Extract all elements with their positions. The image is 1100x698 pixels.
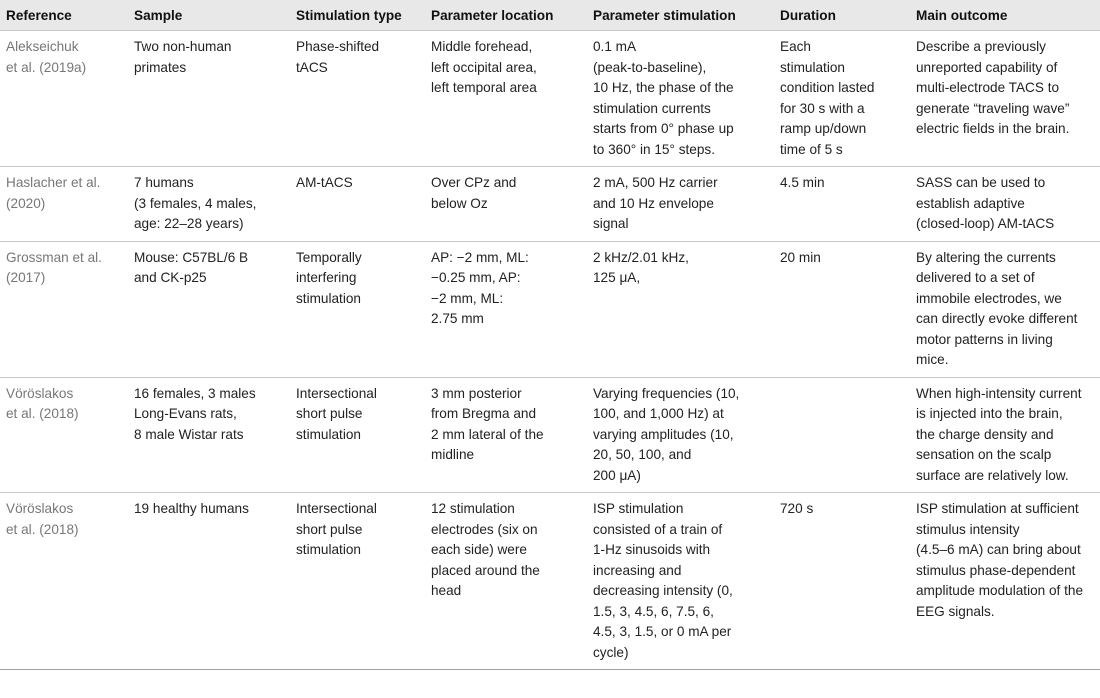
header-parameter-location: Parameter location — [425, 0, 587, 31]
cell-duration: 4.5 min — [774, 167, 910, 242]
cell-sample: 16 females, 3 males Long-Evans rats, 8 male Wistar rats — [128, 377, 290, 493]
cell-duration — [774, 377, 910, 493]
cell-stimulation-type: Phase-shifted tACS — [290, 31, 425, 167]
cell-main-outcome: SASS can be used to establish adaptive (closed-loop) AM-tACS — [910, 167, 1100, 242]
cell-parameter-location: Middle forehead, left occipital area, left temporal area — [425, 31, 587, 167]
table-row — [0, 241, 1100, 377]
cell-parameter-stimulation: 2 kHz/2.01 kHz, 125 μA, — [587, 241, 774, 377]
table-row — [0, 493, 1100, 670]
cell-duration: 720 s — [774, 493, 910, 670]
cell-stimulation-type: Intersectional short pulse stimulation — [290, 377, 425, 493]
cell-reference: Alekseichuk et al. (2019a) — [0, 31, 128, 167]
cell-main-outcome: Describe a previously unreported capability of multi-electrode TACS to generate “traveling wave” electric fields in the brain. — [910, 31, 1100, 167]
cell-reference: Grossman et al. (2017) — [0, 241, 128, 377]
table-row — [0, 167, 1100, 242]
cell-parameter-stimulation: 2 mA, 500 Hz carrier and 10 Hz envelope signal — [587, 167, 774, 242]
header-reference: Reference — [0, 0, 128, 31]
header-main-outcome: Main outcome — [910, 0, 1100, 31]
cell-parameter-location: AP: −2 mm, ML: −0.25 mm, AP: −2 mm, ML: 2.75 mm — [425, 241, 587, 377]
cell-parameter-stimulation: Varying frequencies (10, 100, and 1,000 Hz) at varying amplitudes (10, 20, 50, 100, and 200 μA) — [587, 377, 774, 493]
cell-reference: Vöröslakos et al. (2018) — [0, 493, 128, 670]
header-parameter-stimulation: Parameter stimulation — [587, 0, 774, 31]
cell-sample: 19 healthy humans — [128, 493, 290, 670]
table-row — [0, 377, 1100, 493]
cell-stimulation-type: Intersectional short pulse stimulation — [290, 493, 425, 670]
table-row — [0, 31, 1100, 167]
cell-duration: 20 min — [774, 241, 910, 377]
cell-parameter-stimulation: 0.1 mA (peak-to-baseline), 10 Hz, the phase of the stimulation currents starts from 0° phase up to 360° in 15° steps. — [587, 31, 774, 167]
cell-sample: 7 humans (3 females, 4 males, age: 22–28 years) — [128, 167, 290, 242]
cell-sample: Mouse: C57BL/6 B and CK-p25 — [128, 241, 290, 377]
cell-stimulation-type: Temporally interfering stimulation — [290, 241, 425, 377]
cell-reference: Haslacher et al. (2020) — [0, 167, 128, 242]
cell-reference: Vöröslakos et al. (2018) — [0, 377, 128, 493]
cell-main-outcome: When high-intensity current is injected into the brain, the charge density and sensation on the scalp surface are relatively low. — [910, 377, 1100, 493]
cell-main-outcome: ISP stimulation at sufficient stimulus intensity (4.5–6 mA) can bring about stimulus phase-dependent amplitude modulation of the EEG signals. — [910, 493, 1100, 670]
header-stimulation-type: Stimulation type — [290, 0, 425, 31]
header-duration: Duration — [774, 0, 910, 31]
header-sample: Sample — [128, 0, 290, 31]
cell-parameter-stimulation: ISP stimulation consisted of a train of 1-Hz sinusoids with increasing and decreasing intensity (0, 1.5, 3, 4.5, 6, 7.5, 6, 4.5, 3, 1.5, or 0 mA per cycle) — [587, 493, 774, 670]
cell-sample: Two non-human primates — [128, 31, 290, 167]
cell-duration: Each stimulation condition lasted for 30 s with a ramp up/down time of 5 s — [774, 31, 910, 167]
cell-parameter-location: 12 stimulation electrodes (six on each side) were placed around the head — [425, 493, 587, 670]
cell-main-outcome: By altering the currents delivered to a set of immobile electrodes, we can directly evoke different motor patterns in living mice. — [910, 241, 1100, 377]
cell-parameter-location: 3 mm posterior from Bregma and 2 mm lateral of the midline — [425, 377, 587, 493]
cell-stimulation-type: AM-tACS — [290, 167, 425, 242]
table-header-row — [0, 0, 1100, 31]
cell-parameter-location: Over CPz and below Oz — [425, 167, 587, 242]
